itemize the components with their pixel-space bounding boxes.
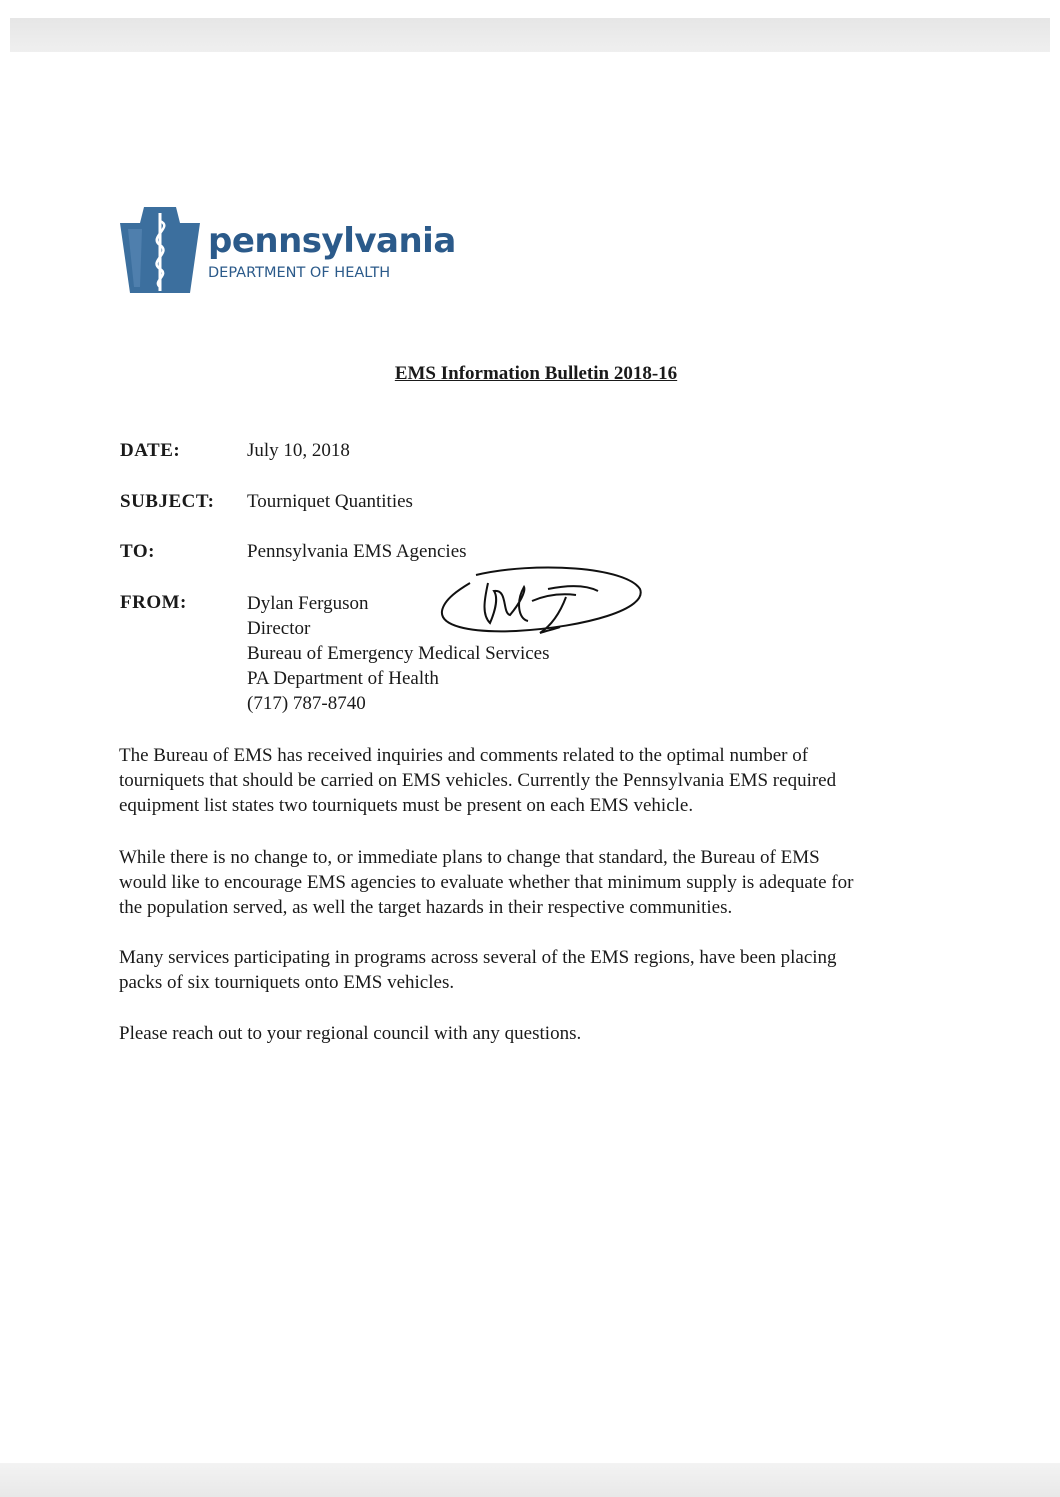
subject-label: SUBJECT: [120, 491, 215, 512]
from-phone: (717) 787-8740 [247, 693, 366, 714]
from-name: Dylan Ferguson [247, 593, 369, 614]
scan-edge-bottom [0, 1463, 1060, 1497]
scan-edge-top [10, 18, 1050, 52]
to-label: TO: [120, 541, 155, 562]
body-paragraph-3 [119, 945, 959, 995]
from-bureau: Bureau of Emergency Medical Services [247, 643, 550, 664]
subject-value: Tourniquet Quantities [247, 491, 413, 512]
logo-department: DEPARTMENT OF HEALTH [208, 265, 391, 281]
paragraph-line: would like to encourage EMS agencies to evaluate whether that minimum supply is adequate for [119, 872, 854, 893]
paragraph-line: the population served, as well the target hazards in their respective communities. [119, 897, 733, 918]
from-label: FROM: [120, 592, 187, 613]
bulletin-title: EMS Information Bulletin 2018-16 [394, 363, 678, 384]
paragraph-line: equipment list states two tourniquets must be present on each EMS vehicle. [119, 795, 694, 816]
keystone-caduceus-icon [120, 207, 200, 295]
paragraph-line: tourniquets that should be carried on EMS vehicles. Currently the Pennsylvania EMS required [119, 770, 837, 791]
body-paragraph-2 [119, 845, 959, 920]
paragraph-line: Many services participating in programs across several of the EMS regions, have been placing [119, 947, 837, 968]
body-paragraph-1 [119, 743, 959, 818]
pa-health-logo [120, 207, 456, 295]
to-value: Pennsylvania EMS Agencies [247, 541, 467, 562]
body-paragraph-4 [119, 1021, 959, 1046]
paragraph-line: While there is no change to, or immediate plans to change that standard, the Bureau of EMS [119, 847, 820, 868]
date-value: July 10, 2018 [247, 440, 350, 461]
logo-name: pennsylvania [208, 221, 456, 261]
paragraph-line: The Bureau of EMS has received inquiries and comments related to the optimal number of [119, 745, 809, 766]
from-title: Director [247, 618, 311, 639]
paragraph-line: Please reach out to your regional council with any questions. [119, 1023, 582, 1044]
paragraph-line: packs of six tourniquets onto EMS vehicles. [119, 972, 455, 993]
date-label: DATE: [120, 440, 181, 461]
from-department: PA Department of Health [247, 668, 439, 689]
signature [436, 561, 646, 643]
